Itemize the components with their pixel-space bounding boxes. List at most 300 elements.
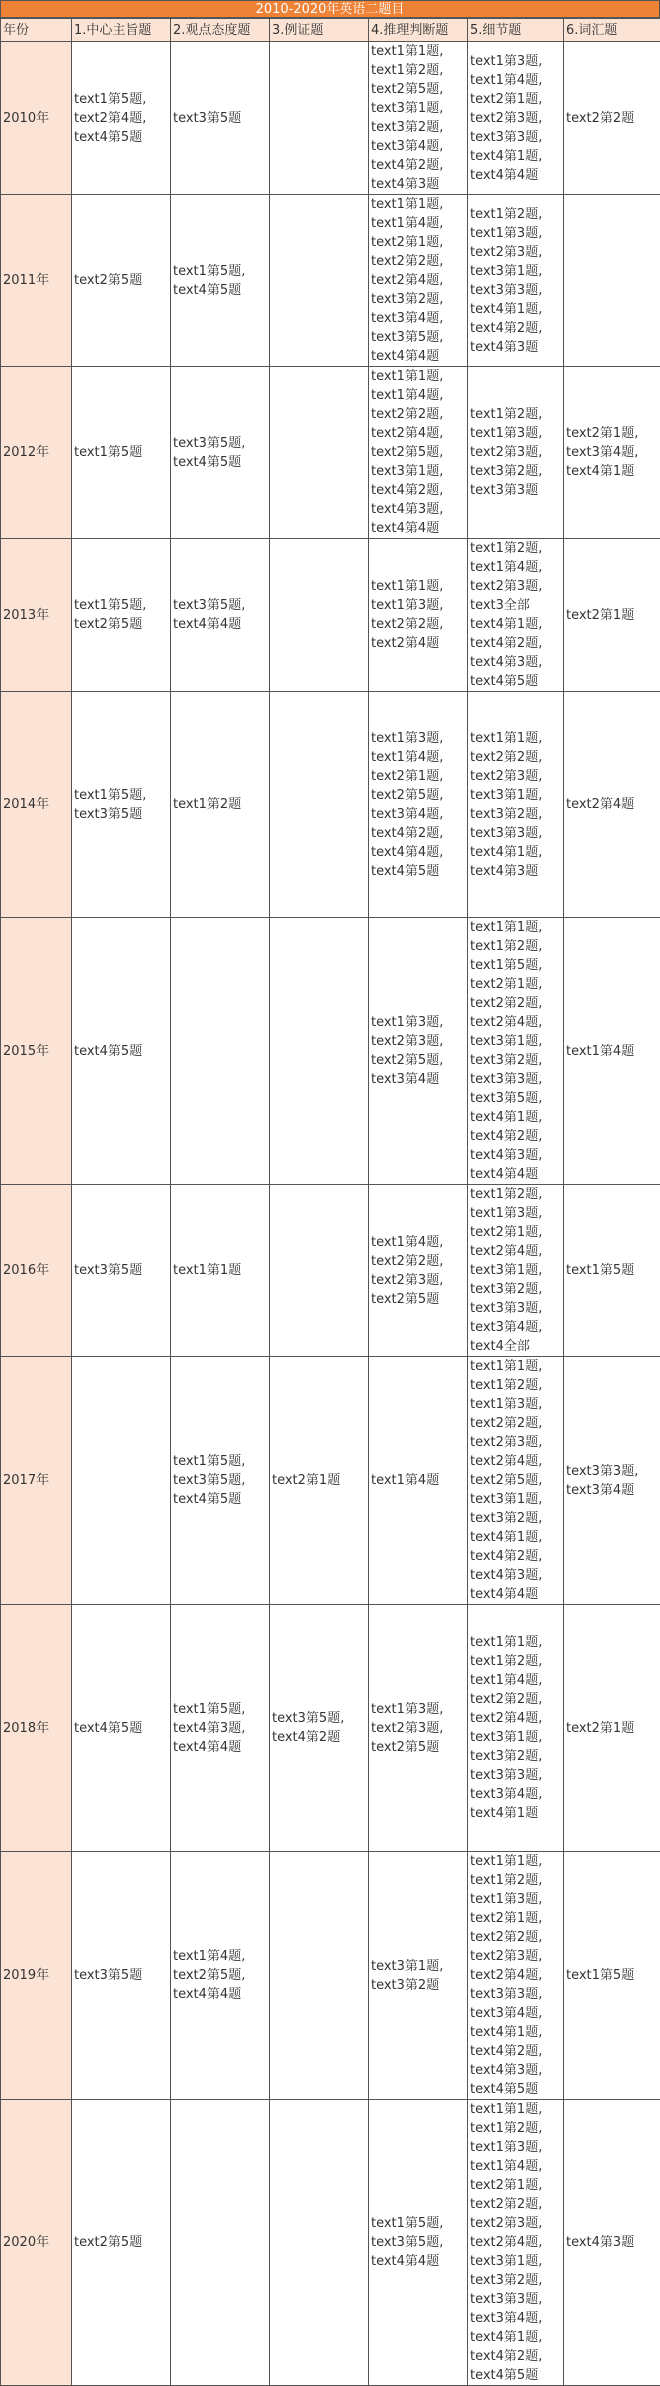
cell-line: text1第5题, — [74, 786, 168, 805]
cell-line: text3第2题, — [470, 1747, 561, 1766]
cell-line: text1第3题, — [371, 1700, 465, 1719]
cell-line: text3第3题 — [470, 481, 561, 500]
cell-line: text3第4题 — [566, 1481, 658, 1500]
detail-cell — [468, 2100, 564, 2386]
detail-cell — [468, 367, 564, 539]
cell-line: text4第3题, — [470, 2061, 561, 2080]
cell-line: text4第3题 — [371, 175, 465, 194]
cell-line: text2第4题, — [470, 1013, 561, 1032]
attitude-cell — [171, 367, 270, 539]
cell-line: text3第3题, — [470, 1299, 561, 1318]
cell-line: text3第1题, — [470, 786, 561, 805]
cell-line: text4第4题 — [470, 166, 561, 185]
cell-line: text3第1题, — [470, 2252, 561, 2271]
cell-line: text2第5题, — [371, 443, 465, 462]
cell-line: text1第4题, — [371, 386, 465, 405]
cell-line: text2第2题, — [470, 994, 561, 1013]
cell-line: text4第3题, — [371, 500, 465, 519]
cell-line: text1第1题 — [173, 1261, 267, 1280]
cell-line: text2第1题, — [470, 1223, 561, 1242]
year-cell: 2018年 — [1, 1605, 72, 1852]
cell-line: text4第4题 — [470, 1165, 561, 1184]
attitude-cell — [171, 1185, 270, 1357]
cell-line: text2第2题, — [371, 252, 465, 271]
vocabulary-cell — [564, 692, 660, 918]
header-year: 年份 — [1, 19, 72, 42]
vocabulary-cell — [564, 42, 660, 195]
cell-line: text3第5题 — [173, 109, 267, 128]
cell-line: text2第4题, — [371, 424, 465, 443]
cell-line: text2第5题 — [74, 615, 168, 634]
cell-line: text2第3题, — [470, 243, 561, 262]
cell-line: text1第4题, — [371, 1233, 465, 1252]
cell-line: text2第1题, — [371, 233, 465, 252]
cell-line: text4第2题, — [470, 2042, 561, 2061]
cell-line: text1第1题, — [371, 42, 465, 61]
cell-line: text2第2题, — [371, 1252, 465, 1271]
cell-line: text1第5题, — [470, 956, 561, 975]
cell-line: text4第2题, — [470, 2347, 561, 2366]
table-row — [1, 692, 660, 918]
cell-line: text4第4题 — [371, 2252, 465, 2271]
cell-line: text2第4题, — [470, 1452, 561, 1471]
cell-line: text2第1题, — [470, 1909, 561, 1928]
year-cell: 2017年 — [1, 1357, 72, 1605]
cell-line: text3第3题, — [470, 1070, 561, 1089]
cell-line: text2第1题, — [371, 767, 465, 786]
attitude-cell — [171, 539, 270, 692]
cell-line: text3第2题, — [371, 290, 465, 309]
vocabulary-cell — [564, 367, 660, 539]
cell-line: text1第1题, — [470, 1357, 561, 1376]
cell-line: text2第4题 — [371, 634, 465, 653]
cell-line: text4第2题, — [371, 824, 465, 843]
cell-line: text1第2题, — [470, 205, 561, 224]
cell-line: text4第4题, — [371, 843, 465, 862]
header-vocabulary: 6.词汇题 — [564, 19, 660, 42]
detail-cell — [468, 539, 564, 692]
example-cell — [270, 918, 369, 1185]
main-idea-cell — [72, 195, 171, 367]
cell-line: text1第4题, — [371, 748, 465, 767]
cell-line: text2第3题, — [470, 767, 561, 786]
cell-line: text3第1题, — [371, 99, 465, 118]
vocabulary-cell — [564, 1185, 660, 1357]
cell-line: text3第4题, — [470, 2004, 561, 2023]
attitude-cell — [171, 1605, 270, 1852]
cell-line: text1第1题, — [470, 1633, 561, 1652]
cell-line: text2第5题, — [371, 786, 465, 805]
cell-line: text2第5题 — [74, 271, 168, 290]
cell-line: text1第4题, — [470, 2157, 561, 2176]
cell-line: text4第2题, — [371, 481, 465, 500]
table-row — [1, 539, 660, 692]
cell-line: text2第4题, — [74, 109, 168, 128]
cell-line: text3第3题, — [470, 824, 561, 843]
cell-line: text2第5题 — [74, 2233, 168, 2252]
cell-line: text1第4题, — [371, 214, 465, 233]
cell-line: text4第5题 — [173, 453, 267, 472]
vocabulary-cell — [564, 1357, 660, 1605]
cell-line: text4第5题 — [470, 2080, 561, 2099]
cell-line: text4第3题, — [173, 1719, 267, 1738]
question-table — [0, 18, 660, 2386]
header-example: 3.例证题 — [270, 19, 369, 42]
example-cell — [270, 1185, 369, 1357]
cell-line: text4第3题 — [566, 2233, 658, 2252]
cell-line: text4第3题, — [470, 1146, 561, 1165]
cell-line: text3第3题, — [470, 2290, 561, 2309]
cell-line: text3第1题, — [470, 1728, 561, 1747]
cell-line: text3第2题, — [470, 2271, 561, 2290]
year-cell: 2010年 — [1, 42, 72, 195]
cell-line: text2第2题, — [470, 1690, 561, 1709]
example-cell — [270, 195, 369, 367]
inference-cell — [369, 692, 468, 918]
cell-line: text4第1题, — [470, 300, 561, 319]
cell-line: text1第2题, — [470, 405, 561, 424]
cell-line: text2第2题, — [371, 615, 465, 634]
cell-line: text2第2题, — [371, 405, 465, 424]
cell-line: text4第5题 — [74, 128, 168, 147]
cell-line: text2第4题, — [470, 1966, 561, 1985]
cell-line: text2第5题, — [371, 80, 465, 99]
example-cell — [270, 1852, 369, 2100]
cell-line: text4第1题, — [470, 1108, 561, 1127]
cell-line: text2第1题, — [470, 2176, 561, 2195]
cell-line: text4第1题, — [470, 1528, 561, 1547]
attitude-cell — [171, 918, 270, 1185]
inference-cell — [369, 195, 468, 367]
example-cell — [270, 42, 369, 195]
cell-line: text4第1题, — [470, 147, 561, 166]
cell-line: text3第5题, — [173, 434, 267, 453]
example-cell — [270, 367, 369, 539]
cell-line: text2第2题, — [470, 748, 561, 767]
detail-cell — [468, 1357, 564, 1605]
cell-line: text4第4题 — [371, 347, 465, 366]
cell-line: text4第3题, — [470, 653, 561, 672]
cell-line: text1第2题, — [470, 937, 561, 956]
cell-line: text2第4题, — [470, 1709, 561, 1728]
cell-line: text2第2题 — [566, 109, 658, 128]
header-inference: 4.推理判断题 — [369, 19, 468, 42]
cell-line: text3第4题, — [371, 137, 465, 156]
main-idea-cell — [72, 918, 171, 1185]
cell-line: text1第3题, — [470, 1395, 561, 1414]
example-cell — [270, 2100, 369, 2386]
cell-line: text1第1题, — [371, 195, 465, 214]
cell-line: text2第5题 — [371, 1738, 465, 1757]
inference-cell — [369, 1605, 468, 1852]
cell-line: text2第3题, — [470, 443, 561, 462]
main-idea-cell — [72, 1605, 171, 1852]
year-cell: 2014年 — [1, 692, 72, 918]
main-idea-cell — [72, 2100, 171, 2386]
cell-line: text3第1题, — [470, 262, 561, 281]
main-idea-cell — [72, 367, 171, 539]
cell-line: text4第5题 — [371, 862, 465, 881]
cell-line: text1第2题, — [470, 539, 561, 558]
cell-line: text1第1题, — [470, 729, 561, 748]
cell-line: text4第5题 — [173, 281, 267, 300]
table-row — [1, 195, 660, 367]
detail-cell — [468, 42, 564, 195]
cell-line: text3第3题, — [566, 1462, 658, 1481]
cell-line: text3第1题, — [470, 1490, 561, 1509]
cell-line: text2第4题, — [470, 2233, 561, 2252]
cell-line: text1第3题, — [470, 224, 561, 243]
cell-line: text2第3题, — [371, 1719, 465, 1738]
cell-line: text3第2题, — [470, 1509, 561, 1528]
cell-line: text3第1题, — [371, 1957, 465, 1976]
cell-line: text3第5题, — [371, 2233, 465, 2252]
cell-line: text1第2题, — [470, 1871, 561, 1890]
detail-cell — [468, 1852, 564, 2100]
cell-line: text1第5题 — [74, 443, 168, 462]
cell-line: text1第5题 — [566, 1966, 658, 1985]
cell-line: text3第1题, — [470, 1032, 561, 1051]
detail-cell — [468, 692, 564, 918]
cell-line: text1第4题, — [470, 1671, 561, 1690]
detail-cell — [468, 1605, 564, 1852]
header-detail: 5.细节题 — [468, 19, 564, 42]
example-cell — [270, 692, 369, 918]
cell-line: text2第3题, — [371, 1271, 465, 1290]
cell-line: text1第2题, — [470, 1185, 561, 1204]
cell-line: text3第5题 — [74, 1261, 168, 1280]
cell-line: text3第4题, — [566, 443, 658, 462]
cell-line: text1第3题, — [470, 52, 561, 71]
vocabulary-cell — [564, 1852, 660, 2100]
cell-line: text2第1题, — [470, 90, 561, 109]
cell-line: text1第1题, — [371, 367, 465, 386]
vocabulary-cell — [564, 918, 660, 1185]
cell-line: text1第5题 — [566, 1261, 658, 1280]
cell-line: text3第5题, — [470, 1089, 561, 1108]
cell-line: text4第1题, — [470, 615, 561, 634]
table-row — [1, 42, 660, 195]
cell-line: text2第5题, — [371, 1051, 465, 1070]
main-idea-cell — [72, 1357, 171, 1605]
cell-line: text3第5题, — [173, 1471, 267, 1490]
cell-line: text1第2题 — [173, 795, 267, 814]
cell-line: text4第2题, — [470, 1127, 561, 1146]
cell-line: text2第4题 — [566, 795, 658, 814]
inference-cell — [369, 367, 468, 539]
cell-line: text1第3题, — [470, 424, 561, 443]
cell-line: text3第4题 — [371, 1070, 465, 1089]
cell-line: text3全部 — [470, 596, 561, 615]
main-idea-cell — [72, 692, 171, 918]
cell-line: text4第4题 — [371, 519, 465, 538]
cell-line: text4第2题, — [470, 319, 561, 338]
header-row — [1, 19, 660, 42]
cell-line: text4第1题 — [566, 462, 658, 481]
cell-line: text2第3题, — [371, 1032, 465, 1051]
cell-line: text4第2题, — [470, 1547, 561, 1566]
year-cell: 2013年 — [1, 539, 72, 692]
cell-line: text1第4题, — [470, 558, 561, 577]
cell-line: text1第1题, — [470, 1852, 561, 1871]
cell-line: text3第5题 — [74, 805, 168, 824]
cell-line: text1第5题, — [173, 1700, 267, 1719]
table-row — [1, 1605, 660, 1852]
inference-cell — [369, 1852, 468, 2100]
table-row — [1, 1185, 660, 1357]
cell-line: text3第3题, — [470, 281, 561, 300]
cell-line: text3第5题 — [74, 1966, 168, 1985]
cell-line: text2第5题 — [371, 1290, 465, 1309]
cell-line: text3第2题, — [470, 462, 561, 481]
attitude-cell — [171, 2100, 270, 2386]
cell-line: text3第4题, — [470, 1318, 561, 1337]
table-row — [1, 367, 660, 539]
header-attitude: 2.观点态度题 — [171, 19, 270, 42]
cell-line: text4第1题, — [470, 2328, 561, 2347]
attitude-cell — [171, 692, 270, 918]
cell-line: text1第2题, — [470, 1376, 561, 1395]
cell-line: text2第3题, — [470, 1947, 561, 1966]
cell-line: text3第2题, — [470, 805, 561, 824]
cell-line: text4第4题 — [173, 615, 267, 634]
cell-line: text4第3题 — [470, 862, 561, 881]
attitude-cell — [171, 1852, 270, 2100]
cell-line: text3第3题, — [470, 1985, 561, 2004]
cell-line: text3第4题, — [371, 805, 465, 824]
cell-line: text1第5题, — [173, 1452, 267, 1471]
cell-line: text2第5题, — [470, 1471, 561, 1490]
cell-line: text1第3题, — [470, 1204, 561, 1223]
cell-line: text2第2题, — [470, 1414, 561, 1433]
cell-line: text1第5题, — [74, 596, 168, 615]
cell-line: text3第5题, — [272, 1709, 366, 1728]
cell-line: text3第4题, — [371, 309, 465, 328]
cell-line: text4第4题 — [173, 1738, 267, 1757]
cell-line: text3第1题, — [371, 462, 465, 481]
cell-line: text1第5题, — [74, 90, 168, 109]
table-row — [1, 1357, 660, 1605]
vocabulary-cell — [564, 1605, 660, 1852]
cell-line: text2第3题, — [470, 577, 561, 596]
example-cell — [270, 539, 369, 692]
cell-line: text1第3题, — [371, 596, 465, 615]
cell-line: text1第3题, — [470, 1890, 561, 1909]
cell-line: text4第1题 — [470, 1804, 561, 1823]
detail-cell — [468, 1185, 564, 1357]
cell-line: text2第1题 — [272, 1471, 366, 1490]
cell-line: text3第4题, — [470, 1785, 561, 1804]
year-cell: 2020年 — [1, 2100, 72, 2386]
inference-cell — [369, 42, 468, 195]
cell-line: text4第5题 — [470, 2366, 561, 2385]
inference-cell — [369, 2100, 468, 2386]
cell-line: text4第5题 — [173, 1490, 267, 1509]
year-cell: 2011年 — [1, 195, 72, 367]
cell-line: text2第3题, — [470, 1433, 561, 1452]
detail-cell — [468, 918, 564, 1185]
example-cell — [270, 1357, 369, 1605]
table-row — [1, 2100, 660, 2386]
year-cell: 2019年 — [1, 1852, 72, 2100]
cell-line: text4全部 — [470, 1337, 561, 1356]
vocabulary-cell — [564, 2100, 660, 2386]
inference-cell — [369, 1185, 468, 1357]
cell-line: text3第3题, — [470, 1766, 561, 1785]
cell-line: text4第5题 — [470, 672, 561, 691]
cell-line: text1第2题, — [470, 1652, 561, 1671]
vocabulary-cell — [564, 539, 660, 692]
cell-line: text2第1题, — [566, 424, 658, 443]
cell-line: text1第4题 — [371, 1471, 465, 1490]
cell-line: text4第1题, — [470, 843, 561, 862]
cell-line: text2第3题, — [470, 109, 561, 128]
cell-line: text1第4题, — [173, 1947, 267, 1966]
table-row — [1, 918, 660, 1185]
cell-line: text3第3题, — [470, 128, 561, 147]
cell-line: text3第5题, — [173, 596, 267, 615]
cell-line: text4第1题, — [470, 2023, 561, 2042]
header-main-idea: 1.中心主旨题 — [72, 19, 171, 42]
inference-cell — [369, 918, 468, 1185]
cell-line: text1第2题, — [371, 61, 465, 80]
year-cell: 2016年 — [1, 1185, 72, 1357]
cell-line: text1第4题, — [470, 71, 561, 90]
cell-line: text3第4题, — [470, 2309, 561, 2328]
cell-line: text4第4题 — [173, 1985, 267, 2004]
example-cell — [270, 1605, 369, 1852]
cell-line: text2第1题, — [470, 975, 561, 994]
cell-line: text1第3题, — [470, 2138, 561, 2157]
cell-line: text1第1题, — [371, 577, 465, 596]
year-cell: 2012年 — [1, 367, 72, 539]
cell-line: text2第5题, — [173, 1966, 267, 1985]
cell-line: text4第2题, — [470, 634, 561, 653]
cell-line: text1第4题 — [566, 1042, 658, 1061]
cell-line: text4第3题 — [470, 338, 561, 357]
cell-line: text2第1题 — [566, 606, 658, 625]
attitude-cell — [171, 42, 270, 195]
cell-line: text2第2题, — [470, 1928, 561, 1947]
cell-line: text3第2题, — [470, 1280, 561, 1299]
table-title: 2010-2020年英语二题目 — [0, 0, 660, 18]
main-idea-cell — [72, 1852, 171, 2100]
cell-line: text2第4题, — [371, 271, 465, 290]
cell-line: text3第2题, — [470, 1051, 561, 1070]
inference-cell — [369, 1357, 468, 1605]
cell-line: text4第2题, — [371, 156, 465, 175]
cell-line: text4第2题 — [272, 1728, 366, 1747]
cell-line: text3第5题, — [371, 328, 465, 347]
cell-line: text1第2题, — [470, 2119, 561, 2138]
cell-line: text3第2题 — [371, 1976, 465, 1995]
detail-cell — [468, 195, 564, 367]
main-idea-cell — [72, 1185, 171, 1357]
cell-line: text2第3题, — [470, 2214, 561, 2233]
cell-line: text1第3题, — [371, 1013, 465, 1032]
cell-line: text2第2题, — [470, 2195, 561, 2214]
cell-line: text4第3题, — [470, 1566, 561, 1585]
cell-line: text1第3题, — [371, 729, 465, 748]
cell-line: text2第1题 — [566, 1719, 658, 1738]
cell-line: text2第4题, — [470, 1242, 561, 1261]
cell-line: text1第1题, — [470, 918, 561, 937]
cell-line: text4第5题 — [74, 1719, 168, 1738]
cell-line: text1第5题, — [173, 262, 267, 281]
cell-line: text1第1题, — [470, 2100, 561, 2119]
cell-line: text4第5题 — [74, 1042, 168, 1061]
main-idea-cell — [72, 42, 171, 195]
